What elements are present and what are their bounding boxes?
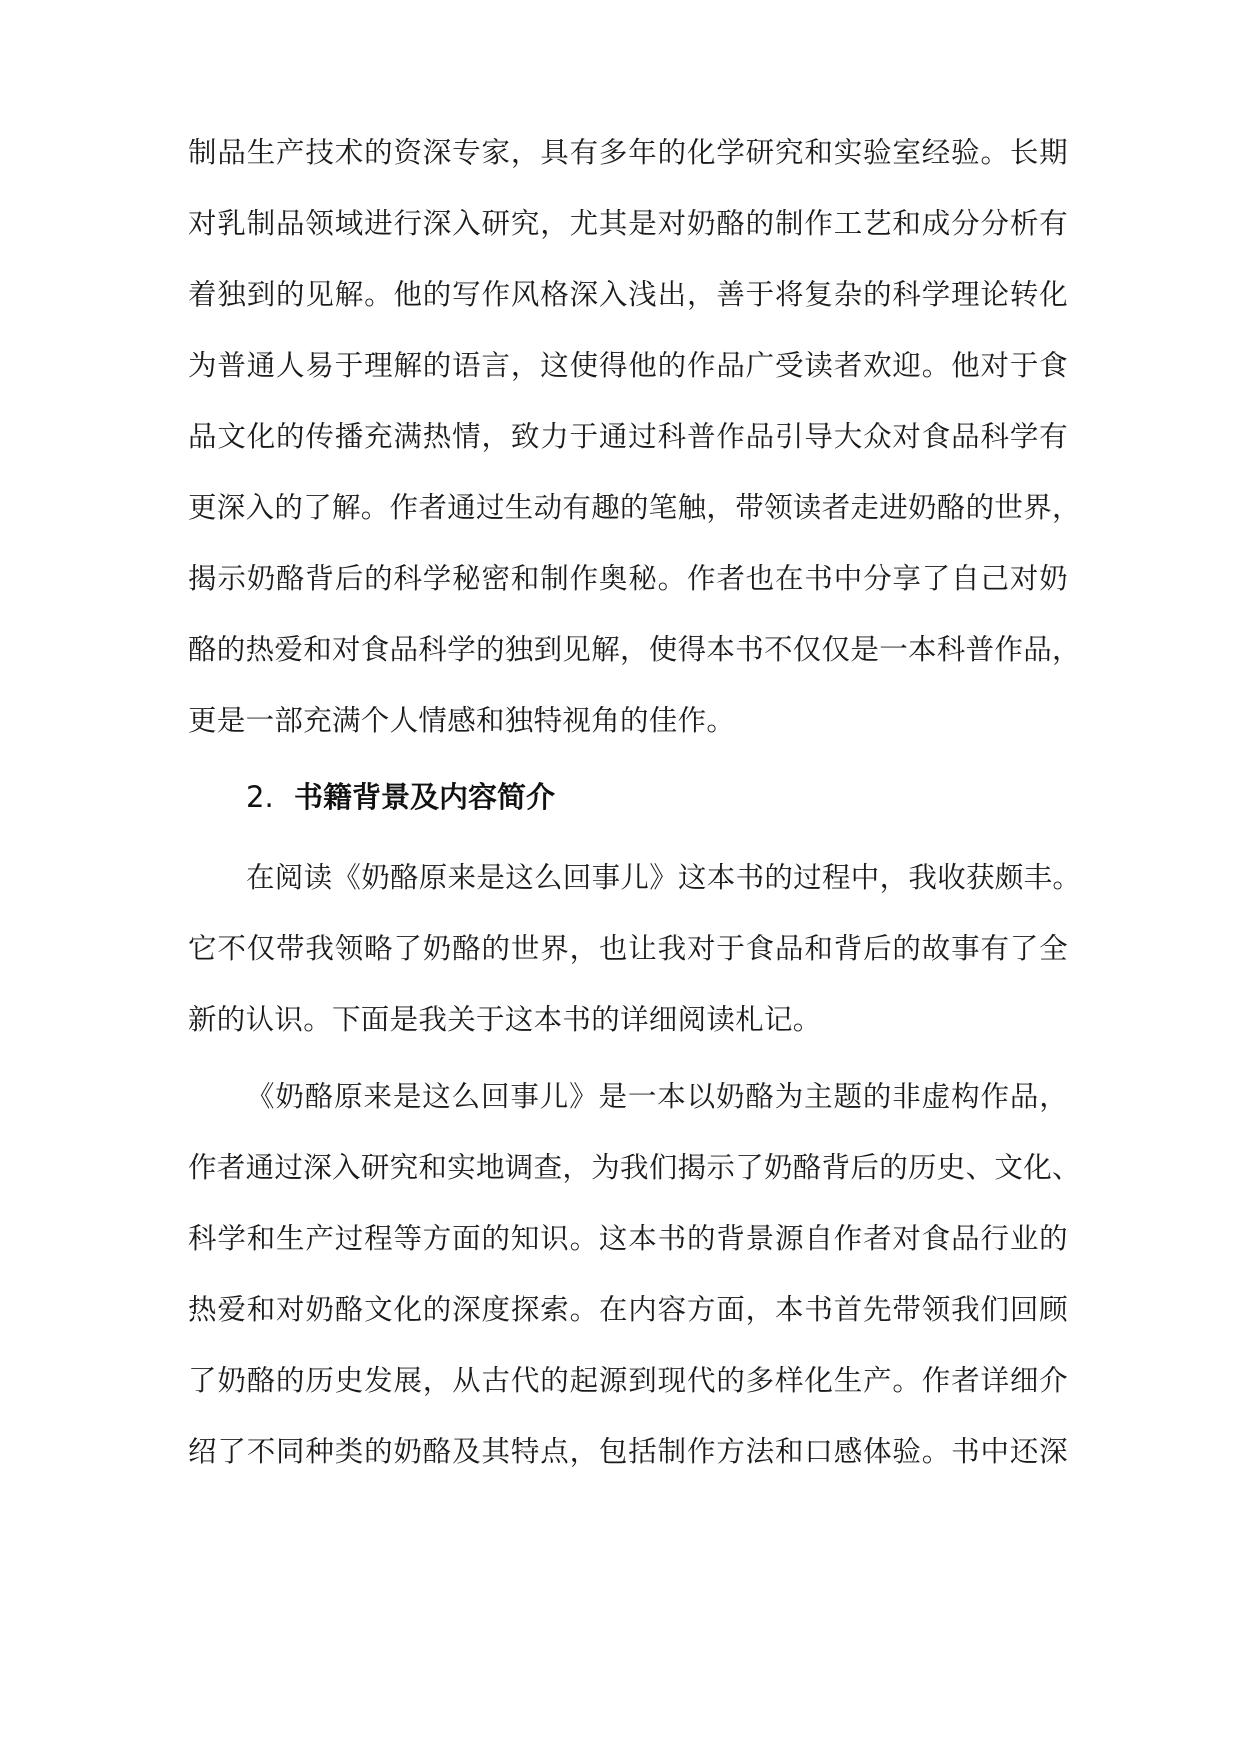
paragraph-1-line-1: 制品生产技术的资深专家，具有多年的化学研究和实验室经验。长期 <box>188 136 1068 169</box>
paragraph-2-line-2: 它不仅带我领略了奶酪的世界，也让我对于食品和背后的故事有了全 <box>188 932 1068 965</box>
paragraph-1-line-2: 对乳制品领域进行深入研究，尤其是对奶酪的制作工艺和成分分析有 <box>188 207 1068 240</box>
section-title: 书籍背景及内容简介 <box>294 780 556 814</box>
paragraph-3-line-5: 了奶酪的历史发展，从古代的起源到现代的多样化生产。作者详细介 <box>188 1364 1068 1397</box>
paragraph-3-line-3: 科学和生产过程等方面的知识。这本书的背景源自作者对食品行业的 <box>188 1222 1068 1255</box>
paragraph-1-line-3: 着独到的见解。他的写作风格深入浅出，善于将复杂的科学理论转化 <box>188 278 1068 311</box>
paragraph-1-line-8: 酪的热爱和对食品科学的独到见解，使得本书不仅仅是一本科普作品， <box>188 633 1081 666</box>
paragraph-3-line-4: 热爱和对奶酪文化的深度探索。在内容方面，本书首先带领我们回顾 <box>188 1293 1068 1326</box>
section-number: 2. <box>246 780 274 814</box>
paragraph-1-line-6: 更深入的了解。作者通过生动有趣的笔触，带领读者走进奶酪的世界， <box>188 491 1081 524</box>
paragraph-1-line-4: 为普通人易于理解的语言，这使得他的作品广受读者欢迎。他对于食 <box>188 349 1068 382</box>
paragraph-1-line-9: 更是一部充满个人情感和独特视角的佳作。 <box>188 704 736 737</box>
section-heading <box>246 777 555 817</box>
paragraph-3-line-6: 绍了不同种类的奶酪及其特点，包括制作方法和口感体验。书中还深 <box>188 1435 1068 1468</box>
paragraph-3-line-2: 作者通过深入研究和实地调查，为我们揭示了奶酪背后的历史、文化、 <box>188 1151 1081 1184</box>
paragraph-1-line-7: 揭示奶酪背后的科学秘密和制作奥秘。作者也在书中分享了自己对奶 <box>188 562 1068 595</box>
paragraph-3-line-1: 《奶酪原来是这么回事儿》是一本以奶酪为主题的非虚构作品， <box>246 1080 1068 1113</box>
paragraph-1-line-5: 品文化的传播充满热情，致力于通过科普作品引导大众对食品科学有 <box>188 420 1068 453</box>
paragraph-2-line-1: 在阅读《奶酪原来是这么回事儿》这本书的过程中，我收获颇丰。 <box>246 861 1082 894</box>
paragraph-2-line-3: 新的认识。下面是我关于这本书的详细阅读札记。 <box>188 1003 822 1036</box>
